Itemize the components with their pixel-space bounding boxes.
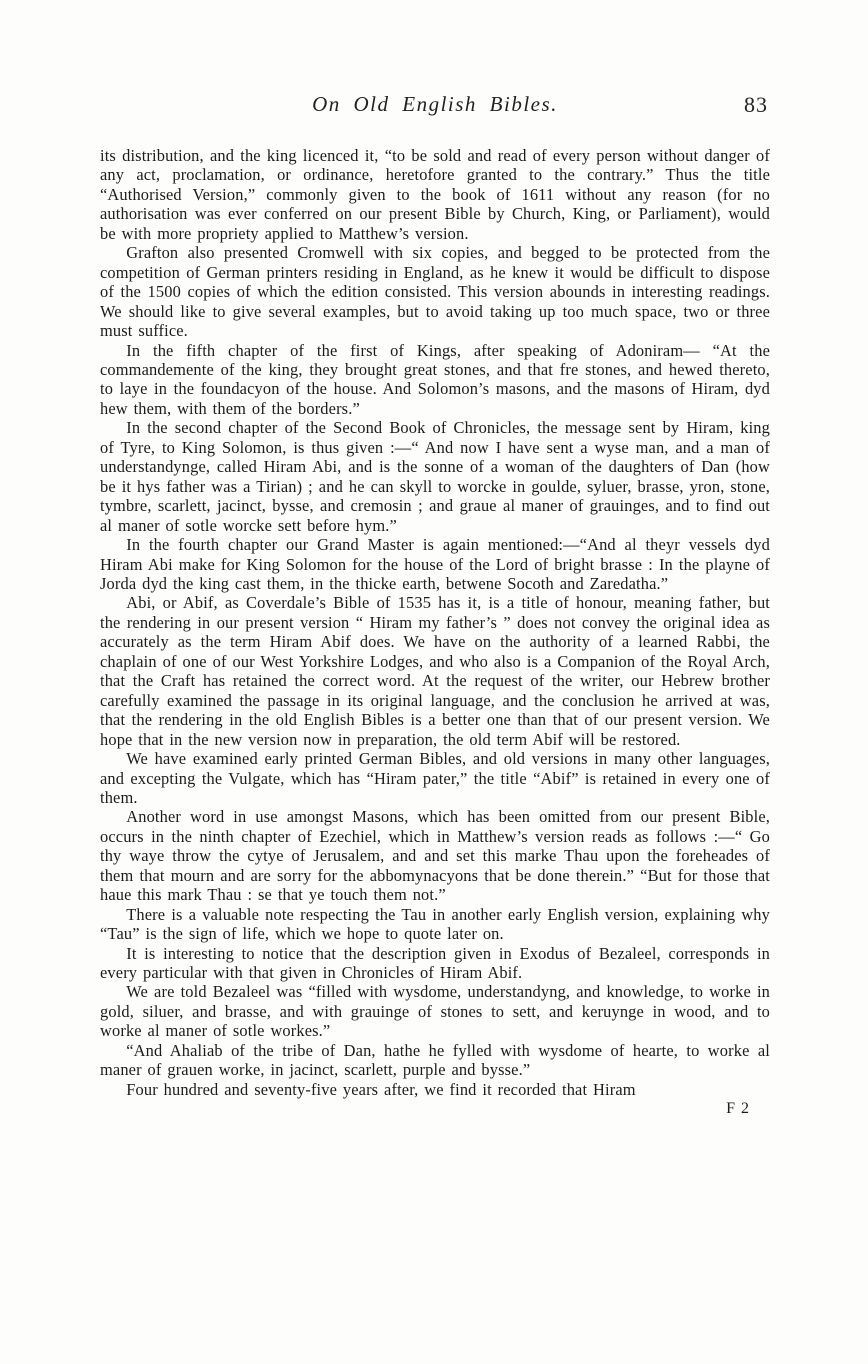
paragraph: In the second chapter of the Second Book of Chronicles, the message sent by Hiram, king of Tyre, to King Solomon, is thus given :—“ And now I have sent a wyse man, and a man of understandynge, called Hiram Abi, and is the sonne of a woman of the daughters of Dan (how be it hys father was a Tirian) ; and he can skyll to worcke in goulde, syluer, brasse, yron, stone, tymbre, scarlett, jacinct, bysse, and cremosin ; and graue al maner of grauinges, and to find out al maner of sotle worcke sett before hym.” — [100, 418, 770, 535]
paragraph: Four hundred and seventy-five years after, we find it recorded that Hiram — [126, 1079, 636, 1099]
paragraph: its distribution, and the king licenced it, “to be sold and read of every person without danger of any act, proclamation, or ordinance, heretofore granted to the contrary.” Thus the title “Authorised Version,” commonly given to the book of 1611 without any reason (for no authorisation was ever conferred on our present Bible by Church, King, or Parliament), would be with more propriety applied to Matthew’s version. — [100, 146, 770, 243]
paragraph: There is a valuable note respecting the Tau in another early English version, explaining why “Tau” is the sign of life, which we hope to quote later on. — [100, 904, 770, 944]
paragraph: We have examined early printed German Bibles, and old versions in many other languages, and excepting the Vulgate, which has “Hiram pater,” the title “Abif” is retained in every one of them. — [100, 749, 770, 807]
paragraph: “And Ahaliab of the tribe of Dan, hathe he fylled with wysdome of hearte, to worke al maner of grauen worke, in jacinct, scarlett, purple and bysse.” — [100, 1040, 770, 1080]
page-title: On Old English Bibles. — [312, 92, 558, 116]
page-number: 83 — [744, 92, 768, 117]
signature-mark: F 2 — [726, 1100, 750, 1118]
paragraph: Another word in use amongst Masons, which has been omitted from our present Bible, occurs in the ninth chapter of Ezechiel, which in Matthew’s version reads as follows :—“ Go thy waye throw the cytye of Jerusalem, and and set this marke Thau upon the foreheades of them that mourn and are sorry for the abbomynacyons that be done therein.” “But for those that haue this mark Thau : se that ye touch them not.” — [100, 807, 770, 905]
text-block — [100, 92, 770, 1118]
paragraph: Grafton also presented Cromwell with six copies, and begged to be protected from the competition of German printers residing in England, as he knew it would be difficult to dispose of the 1500 copies of which the edition consisted. This version abounds in interesting readings. We should like to give several examples, but to avoid taking up too much space, two or three must suffice. — [100, 243, 770, 341]
paragraph: We are told Bezaleel was “filled with wysdome, understandyng, and knowledge, to worke in gold, siluer, and brasse, and with grauinge of stones to sett, and keruynge in wood, and to worke al maner of sotle workes.” — [100, 982, 770, 1041]
paragraph: In the fifth chapter of the first of Kings, after speaking of Adoniram— “At the commandemente of the king, they brought great stones, and that fre stones, and hewed thereto, to laye in the foundacyon of the house. And Solomon’s masons, and the masons of Hiram, dyd hew them, with them of the borders.” — [100, 340, 770, 418]
running-head — [100, 92, 770, 126]
paragraph: It is interesting to notice that the description given in Exodus of Bezaleel, corresponds in every particular with that given in Chronicles of Hiram Abif. — [100, 943, 770, 983]
paragraph: In the fourth chapter our Grand Master is again mentioned:—“And al theyr vessels dyd Hiram Abi make for King Solomon for the house of the Lord of bright brasse : In the playne of Jorda dyd the king cast them, in the thicke earth, betwene Socoth and Zaredatha.” — [100, 535, 770, 593]
article-body — [100, 146, 770, 1099]
paragraph: Abi, or Abif, as Coverdale’s Bible of 1535 has it, is a title of honour, meaning father, but the rendering in our present version “ Hiram my father’s ” does not convey the original idea as accurately as the term Hiram Abif does. We have on the authority of a learned Rabbi, the chaplain of one of our West Yorkshire Lodges, and who also is a Companion of the Royal Arch, that the Craft has retained the correct word. At the request of the writer, our Hebrew brother carefully examined the passage in its original language, and the conclusion he arrived at was, that the rendering in the old English Bibles is a better one than that of our present version. We hope that in the new version now in preparation, the old term Abif will be restored. — [100, 593, 770, 749]
